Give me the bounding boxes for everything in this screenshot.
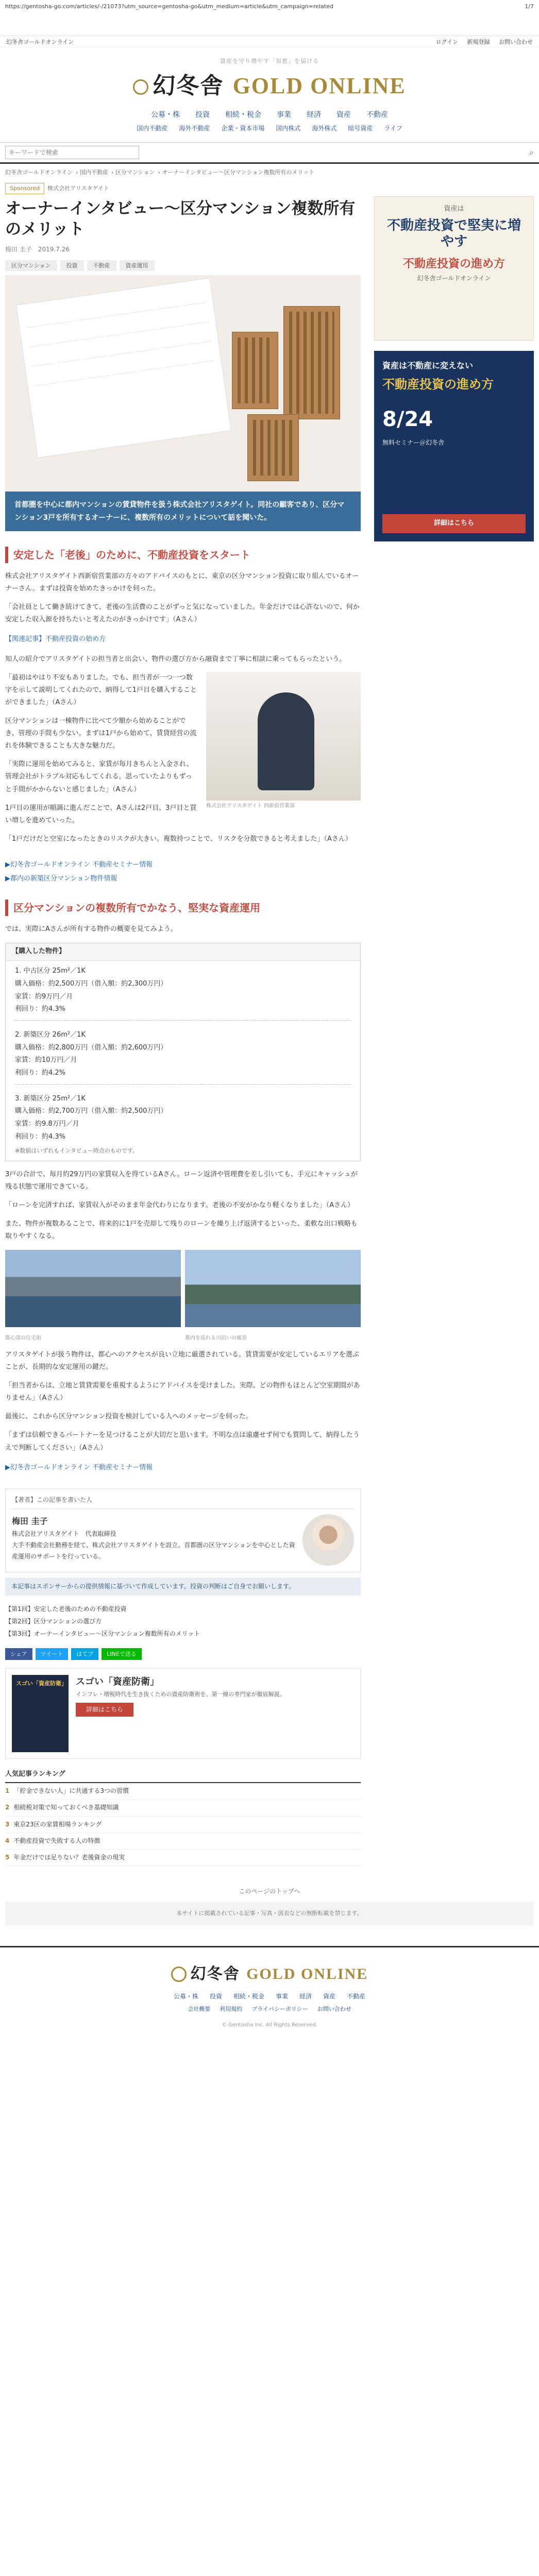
nav-item[interactable]: 投資 bbox=[195, 110, 210, 119]
browser-url-bar[interactable] bbox=[0, 0, 539, 36]
popular-articles bbox=[5, 1769, 361, 1866]
sub-nav-item[interactable]: 海外不動産 bbox=[179, 125, 210, 132]
search-icon[interactable]: ⌕ bbox=[529, 147, 534, 157]
photo-caption: 都心部の住宅街 bbox=[5, 1335, 41, 1342]
paragraph: また、物件が複数あることで、将来的に1戸を売却して残りのローンを繰り上げ返済するといった、柔軟な出口戦略も取りやすくなる。 bbox=[5, 1220, 358, 1241]
article-title: オーナーインタビュー〜区分マンション複数所有のメリット bbox=[5, 199, 356, 239]
search-input[interactable] bbox=[5, 146, 139, 159]
property-line: 利回り：約4.2% bbox=[15, 1069, 66, 1077]
url-text: https://gentosha-go.com/articles/-/21073?utm_source=gentosha-go&utm_medium=article&utm_campaign=related bbox=[5, 3, 333, 10]
series-item[interactable]: 【第2回】区分マンションの選び方 bbox=[5, 1617, 102, 1625]
author-bio: 大手不動産会社勤務を経て、株式会社アリスタゲイトを設立。首都圏の区分マンションを中心とした資産運用のサポートを行っている。 bbox=[12, 1541, 295, 1560]
site-tagline: 資産を守り増やす「知恵」を届ける bbox=[220, 58, 319, 64]
property-line: 2. 新築区分 26m²／1K bbox=[15, 1030, 86, 1039]
book-title: スゴい「資産防衛」 bbox=[76, 1676, 159, 1688]
divider bbox=[15, 1020, 351, 1021]
footer-link[interactable]: 会社概要 bbox=[188, 2006, 211, 2013]
property-group bbox=[6, 1089, 360, 1144]
footer-notice: 本サイトに掲載されている記事・写真・図表などの無断転載を禁じます。 bbox=[5, 1902, 534, 1925]
breadcrumb-item: オーナーインタビュー〜区分マンション複数所有のメリット bbox=[162, 168, 314, 176]
author-name: 梅田 圭子 bbox=[12, 1516, 48, 1526]
nav-item[interactable]: 不動産 bbox=[366, 110, 388, 119]
related-link[interactable]: ▶︎幻冬舎ゴールドオンライン 不動産セミナー情報 bbox=[5, 1463, 153, 1471]
back-to-top[interactable]: このページのトップへ bbox=[239, 1888, 300, 1895]
article-lead: 首都圏を中心に都内マンションの賃貸物件を扱う株式会社アリスタゲイト。同社の顧客であり、区分マンション3戸を所有するオーナーに、複数所有のメリットについて話を聞いた。 bbox=[5, 492, 361, 531]
author-org: 株式会社アリスタゲイト 代表取締役 bbox=[12, 1530, 116, 1538]
ad-text: 資産は bbox=[444, 205, 464, 213]
footer-link[interactable]: プライバシーポリシー bbox=[251, 2006, 308, 2013]
facebook-share-button[interactable]: シェア bbox=[5, 1648, 32, 1660]
footer-logo[interactable]: 幻冬舎 GOLD ONLINE bbox=[0, 1962, 539, 1987]
property-line: 購入価格：約2,800万円（借入額：約2,600万円） bbox=[15, 1043, 167, 1052]
author-profile bbox=[5, 1488, 361, 1572]
twitter-share-button[interactable]: ツイート bbox=[36, 1648, 68, 1660]
property-line: 1. 中古区分 25m²／1K bbox=[15, 967, 86, 975]
hatena-share-button[interactable]: はてブ bbox=[71, 1648, 98, 1660]
logo-mark-icon bbox=[171, 1967, 187, 1982]
box-note: ※数値はいずれもインタビュー時点のものです。 bbox=[15, 1147, 138, 1155]
property-line: 家賃：約9万円／月 bbox=[15, 992, 73, 1001]
paragraph: では、実際にAさんが所有する物件の概要を見てみよう。 bbox=[5, 925, 177, 934]
search-bar bbox=[0, 142, 539, 164]
footer-nav-item[interactable]: 相続・税金 bbox=[233, 1992, 264, 2000]
avatar bbox=[302, 1514, 354, 1566]
tag[interactable]: 区分マンション bbox=[5, 260, 57, 272]
breadcrumb-item[interactable]: 幻冬舎ゴールドオンライン bbox=[5, 168, 73, 176]
logo-mark-icon bbox=[133, 79, 148, 95]
nav-item[interactable]: 事業 bbox=[277, 110, 291, 119]
contact-link[interactable]: お問い合わせ bbox=[499, 39, 533, 45]
footer-nav-item[interactable]: 不動産 bbox=[347, 1992, 366, 2000]
tag[interactable]: 投資 bbox=[60, 260, 84, 272]
property-group bbox=[6, 1025, 360, 1080]
paragraph: 知人の紹介でアリスタゲイトの担当者と出会い、物件の選び方から融資まで丁寧に相談に乗ってもらったという。 bbox=[5, 655, 346, 664]
property-box-title: 【購入した物件】 bbox=[6, 943, 360, 961]
related-link[interactable]: ▶︎幻冬舎ゴールドオンライン 不動産セミナー情報 bbox=[5, 860, 153, 869]
section-heading: 区分マンションの複数所有でかなう、堅実な資産運用 bbox=[5, 900, 361, 916]
book-detail-button[interactable]: 詳細はこちら bbox=[76, 1703, 133, 1717]
page-indicator: 1/7 bbox=[525, 3, 534, 10]
seminar-label: 無料セミナー＠幻冬舎 bbox=[382, 438, 445, 446]
property-line: 家賃：約9.8万円／月 bbox=[15, 1120, 79, 1128]
photo-caption: 都内を流れる川沿いの風景 bbox=[185, 1335, 247, 1342]
paragraph: 「最初はやはり不安もありました。でも、担当者が一つ一つ数字を示して説明してくれたので、納得して1戸目を購入することができました」（Aさん） bbox=[5, 674, 197, 707]
site-name-small: 幻冬舎ゴールドオンライン bbox=[6, 39, 74, 45]
series-item[interactable]: 【第1回】安定した老後のための不動産投資 bbox=[5, 1605, 127, 1613]
sub-nav-item[interactable]: 海外株式 bbox=[312, 125, 337, 132]
site-header bbox=[0, 47, 539, 138]
building-block bbox=[232, 332, 278, 409]
river-photo bbox=[185, 1250, 361, 1327]
photo-caption: 株式会社アリスタゲイト 西新宿営業部 bbox=[206, 803, 295, 809]
paragraph: 「1戸だけだと空室になったときのリスクが大きい。複数持つことで、リスクを分散できると考えました」（Aさん） bbox=[5, 835, 352, 843]
popular-item[interactable]: 4 不動産投資で失敗する人の特徴 bbox=[5, 1833, 361, 1850]
popular-item[interactable]: 2 相続税対策で知っておくべき基礎知識 bbox=[5, 1800, 361, 1816]
nav-item[interactable]: 相続・税金 bbox=[225, 110, 261, 119]
popular-item[interactable]: 5 年金だけでは足りない？老後資金の現実 bbox=[5, 1850, 361, 1866]
calendar-illustration bbox=[16, 278, 231, 458]
property-line: 利回り：約4.3% bbox=[15, 1132, 66, 1141]
building-block bbox=[247, 414, 299, 481]
ad-text: 資産は不動産に変えない bbox=[382, 361, 474, 371]
footer-nav-item[interactable]: 投資 bbox=[209, 1992, 222, 2000]
popular-item[interactable]: 1 「貯金できない人」に共通する3つの習慣 bbox=[5, 1783, 361, 1800]
nav-item[interactable]: 経済 bbox=[307, 110, 321, 119]
paragraph: 1戸目の運用が順調に進んだことで、Aさんは2戸目、3戸目と買い増しを進めていった。 bbox=[5, 804, 197, 824]
photo-row bbox=[5, 1250, 361, 1327]
sub-nav-item[interactable]: ライフ bbox=[384, 125, 402, 132]
author-date: 梅田 圭子 2019.7.26 bbox=[5, 246, 70, 253]
ad-brand: 幻冬舎ゴールドオンライン bbox=[417, 274, 491, 282]
top-strip bbox=[0, 36, 539, 47]
sub-nav-item[interactable]: 国内株式 bbox=[276, 125, 301, 132]
property-line: 家賃：約10万円／月 bbox=[15, 1056, 77, 1064]
sub-nav-item[interactable]: 国内不動産 bbox=[137, 125, 168, 132]
paragraph: 3戸の合計で、毎月約29万円の家賃収入を得ているAさん。ローン返済や管理費を差し引いても、手元にキャッシュが残る状態で運用できている。 bbox=[5, 1171, 358, 1191]
seminar-date: 8/24 bbox=[382, 407, 433, 431]
paragraph: 「ローンを完済すれば、家賃収入がそのまま年金代わりになります。老後の不安がかなり軽くなりました」（Aさん） bbox=[5, 1201, 355, 1210]
related-link[interactable]: ▶︎都内の新築区分マンション物件情報 bbox=[5, 874, 117, 883]
footer-nav-item[interactable]: 経済 bbox=[299, 1992, 312, 2000]
city-photo bbox=[5, 1250, 181, 1327]
share-buttons bbox=[5, 1648, 361, 1660]
ad-headline: 不動産投資の進め方 bbox=[382, 377, 494, 392]
sidebar bbox=[374, 181, 534, 1866]
ad-title: 不動産投資の進め方 bbox=[402, 258, 505, 271]
sub-nav-item[interactable]: 企業・資本市場 bbox=[221, 125, 265, 132]
property-group bbox=[6, 961, 360, 1016]
seminar-button[interactable]: 詳細はこちら bbox=[382, 514, 526, 533]
photo-captions bbox=[5, 1334, 361, 1343]
popular-item[interactable]: 3 東京23区の家賃相場ランキング bbox=[5, 1817, 361, 1833]
book-desc: インフレ・増税時代を生き抜くための資産防衛術を、第一線の専門家が徹底解説。 bbox=[76, 1691, 285, 1698]
content-wrap bbox=[0, 181, 539, 1866]
sponsored-badge: Sponsored bbox=[5, 183, 44, 194]
footer-sub-nav bbox=[0, 2005, 539, 2014]
ad-headline: 不動産投資で堅実に増やす bbox=[386, 217, 521, 250]
breadcrumb: 幻冬舎ゴールドオンライン › 国内不動産 › 区分マンション › オーナーインタビュー〜区分マンション複数所有のメリット bbox=[5, 168, 314, 176]
book-cover: スゴい「資産防衛」 bbox=[12, 1675, 69, 1752]
paragraph: 「実際に運用を始めてみると、家賃が毎月きちんと入金され、管理会社がトラブル対応もしてくれる。思っていたよりもずっと手間がかからないと感じました」（Aさん） bbox=[5, 760, 193, 793]
property-line: 3. 新築区分 25m²／1K bbox=[15, 1094, 86, 1103]
nav-item[interactable]: 公募・株 bbox=[151, 110, 180, 119]
tag[interactable]: 不動産 bbox=[87, 260, 116, 272]
paragraph: 区分マンションは一棟物件に比べて少額から始めることができ、管理の手間も少ない。まずは1戸から始めて、賃貸経営の流れを体験できることも大きな魅力だ。 bbox=[5, 717, 197, 750]
breadcrumb-item[interactable]: 区分マンション bbox=[115, 168, 155, 176]
hero-image bbox=[5, 275, 361, 492]
footer-link[interactable]: お問い合わせ bbox=[317, 2006, 351, 2013]
breadcrumb-item[interactable]: 国内不動産 bbox=[80, 168, 109, 176]
article-category: Sponsored 株式会社アリスタゲイト bbox=[5, 183, 361, 194]
series-list bbox=[5, 1603, 361, 1640]
building-block bbox=[283, 306, 340, 419]
popular-title: 人気記事ランキング bbox=[5, 1769, 361, 1783]
main-nav bbox=[0, 109, 539, 121]
property-line: 購入価格：約2,700万円（借入額：約2,500万円） bbox=[15, 1107, 167, 1115]
person-photo bbox=[206, 672, 361, 801]
login-link[interactable]: ログイン bbox=[435, 39, 458, 45]
article-main bbox=[5, 181, 361, 1866]
sidebar-ad[interactable] bbox=[374, 196, 534, 341]
property-line: 購入価格：約2,500万円（借入額：約2,300万円） bbox=[15, 979, 167, 988]
tag[interactable]: 資産運用 bbox=[120, 260, 155, 272]
property-box bbox=[5, 943, 361, 1161]
paragraph: 「まずは信頼できるパートナーを見つけることが大切だと思います。不明な点は遠慮せず何でも質問して、納得したうえで判断してください」（Aさん） bbox=[5, 1431, 360, 1452]
property-line: 利回り：約4.3% bbox=[15, 1005, 66, 1013]
site-logo[interactable]: 幻冬舎 GOLD ONLINE bbox=[0, 68, 539, 104]
seminar-ad[interactable] bbox=[374, 351, 534, 541]
nav-item[interactable]: 資産 bbox=[336, 110, 351, 119]
footer-link[interactable]: 利用規約 bbox=[220, 2006, 243, 2013]
sub-nav-item[interactable]: 暗号資産 bbox=[348, 125, 373, 132]
profile-heading: 【著者】この記事を書いた人 bbox=[12, 1495, 354, 1509]
paragraph: 「会社員として働き続けてきて、老後の生活費のことがずっと気になっていました。年金だけでは心許ないので、何か安定した収入源を持ちたいと考えたのがきっかけです」（Aさん） bbox=[5, 603, 360, 624]
register-link[interactable]: 新規登録 bbox=[467, 39, 490, 45]
sponsor-notice: 本記事はスポンサーからの提供情報に基づいて作成しています。投資の判断はご自身でお願いします。 bbox=[5, 1578, 361, 1596]
footer-nav-item[interactable]: 事業 bbox=[275, 1992, 288, 2000]
line-share-button[interactable]: LINEで送る bbox=[102, 1648, 142, 1660]
paragraph: 株式会社アリスタゲイト西新宿営業部の方々のアドバイスのもとに、東京の区分マンション投資に取り組んでいるオーナーさん。まずは投資を始めたきっかけを伺った。 bbox=[5, 572, 359, 593]
sub-nav bbox=[0, 124, 539, 133]
paragraph: 「担当者からは、立地と賃貸需要を重視するようにアドバイスを受けました。実際、どの物件もほとんど空室期間がありません」（Aさん） bbox=[5, 1382, 360, 1402]
footer-nav bbox=[0, 1992, 539, 2002]
footer-nav-item[interactable]: 公募・株 bbox=[173, 1992, 198, 2000]
tag-list bbox=[5, 260, 361, 272]
related-link[interactable]: 【関連記事】不動産投資の始め方 bbox=[5, 635, 106, 643]
series-item[interactable]: 【第3回】オーナーインタビュー〜区分マンション複数所有のメリット bbox=[5, 1630, 200, 1637]
book-promo[interactable] bbox=[5, 1668, 361, 1759]
copyright: © Gentosha Inc. All Rights Reserved. bbox=[222, 2022, 317, 2028]
paragraph: アリスタゲイトが扱う物件は、都心へのアクセスが良い立地に厳選されている。賃貸需要が安定しているエリアを選ぶことが、長期的な安定運用の鍵だ。 bbox=[5, 1351, 359, 1371]
staff-photo bbox=[206, 672, 361, 810]
footer-nav-item[interactable]: 資産 bbox=[323, 1992, 336, 2000]
section-heading: 安定した「老後」のために、不動産投資をスタート bbox=[5, 547, 361, 563]
site-footer bbox=[0, 1946, 539, 2042]
paragraph: 最後に、これから区分マンション投資を検討している人へのメッセージを伺った。 bbox=[5, 1413, 252, 1421]
